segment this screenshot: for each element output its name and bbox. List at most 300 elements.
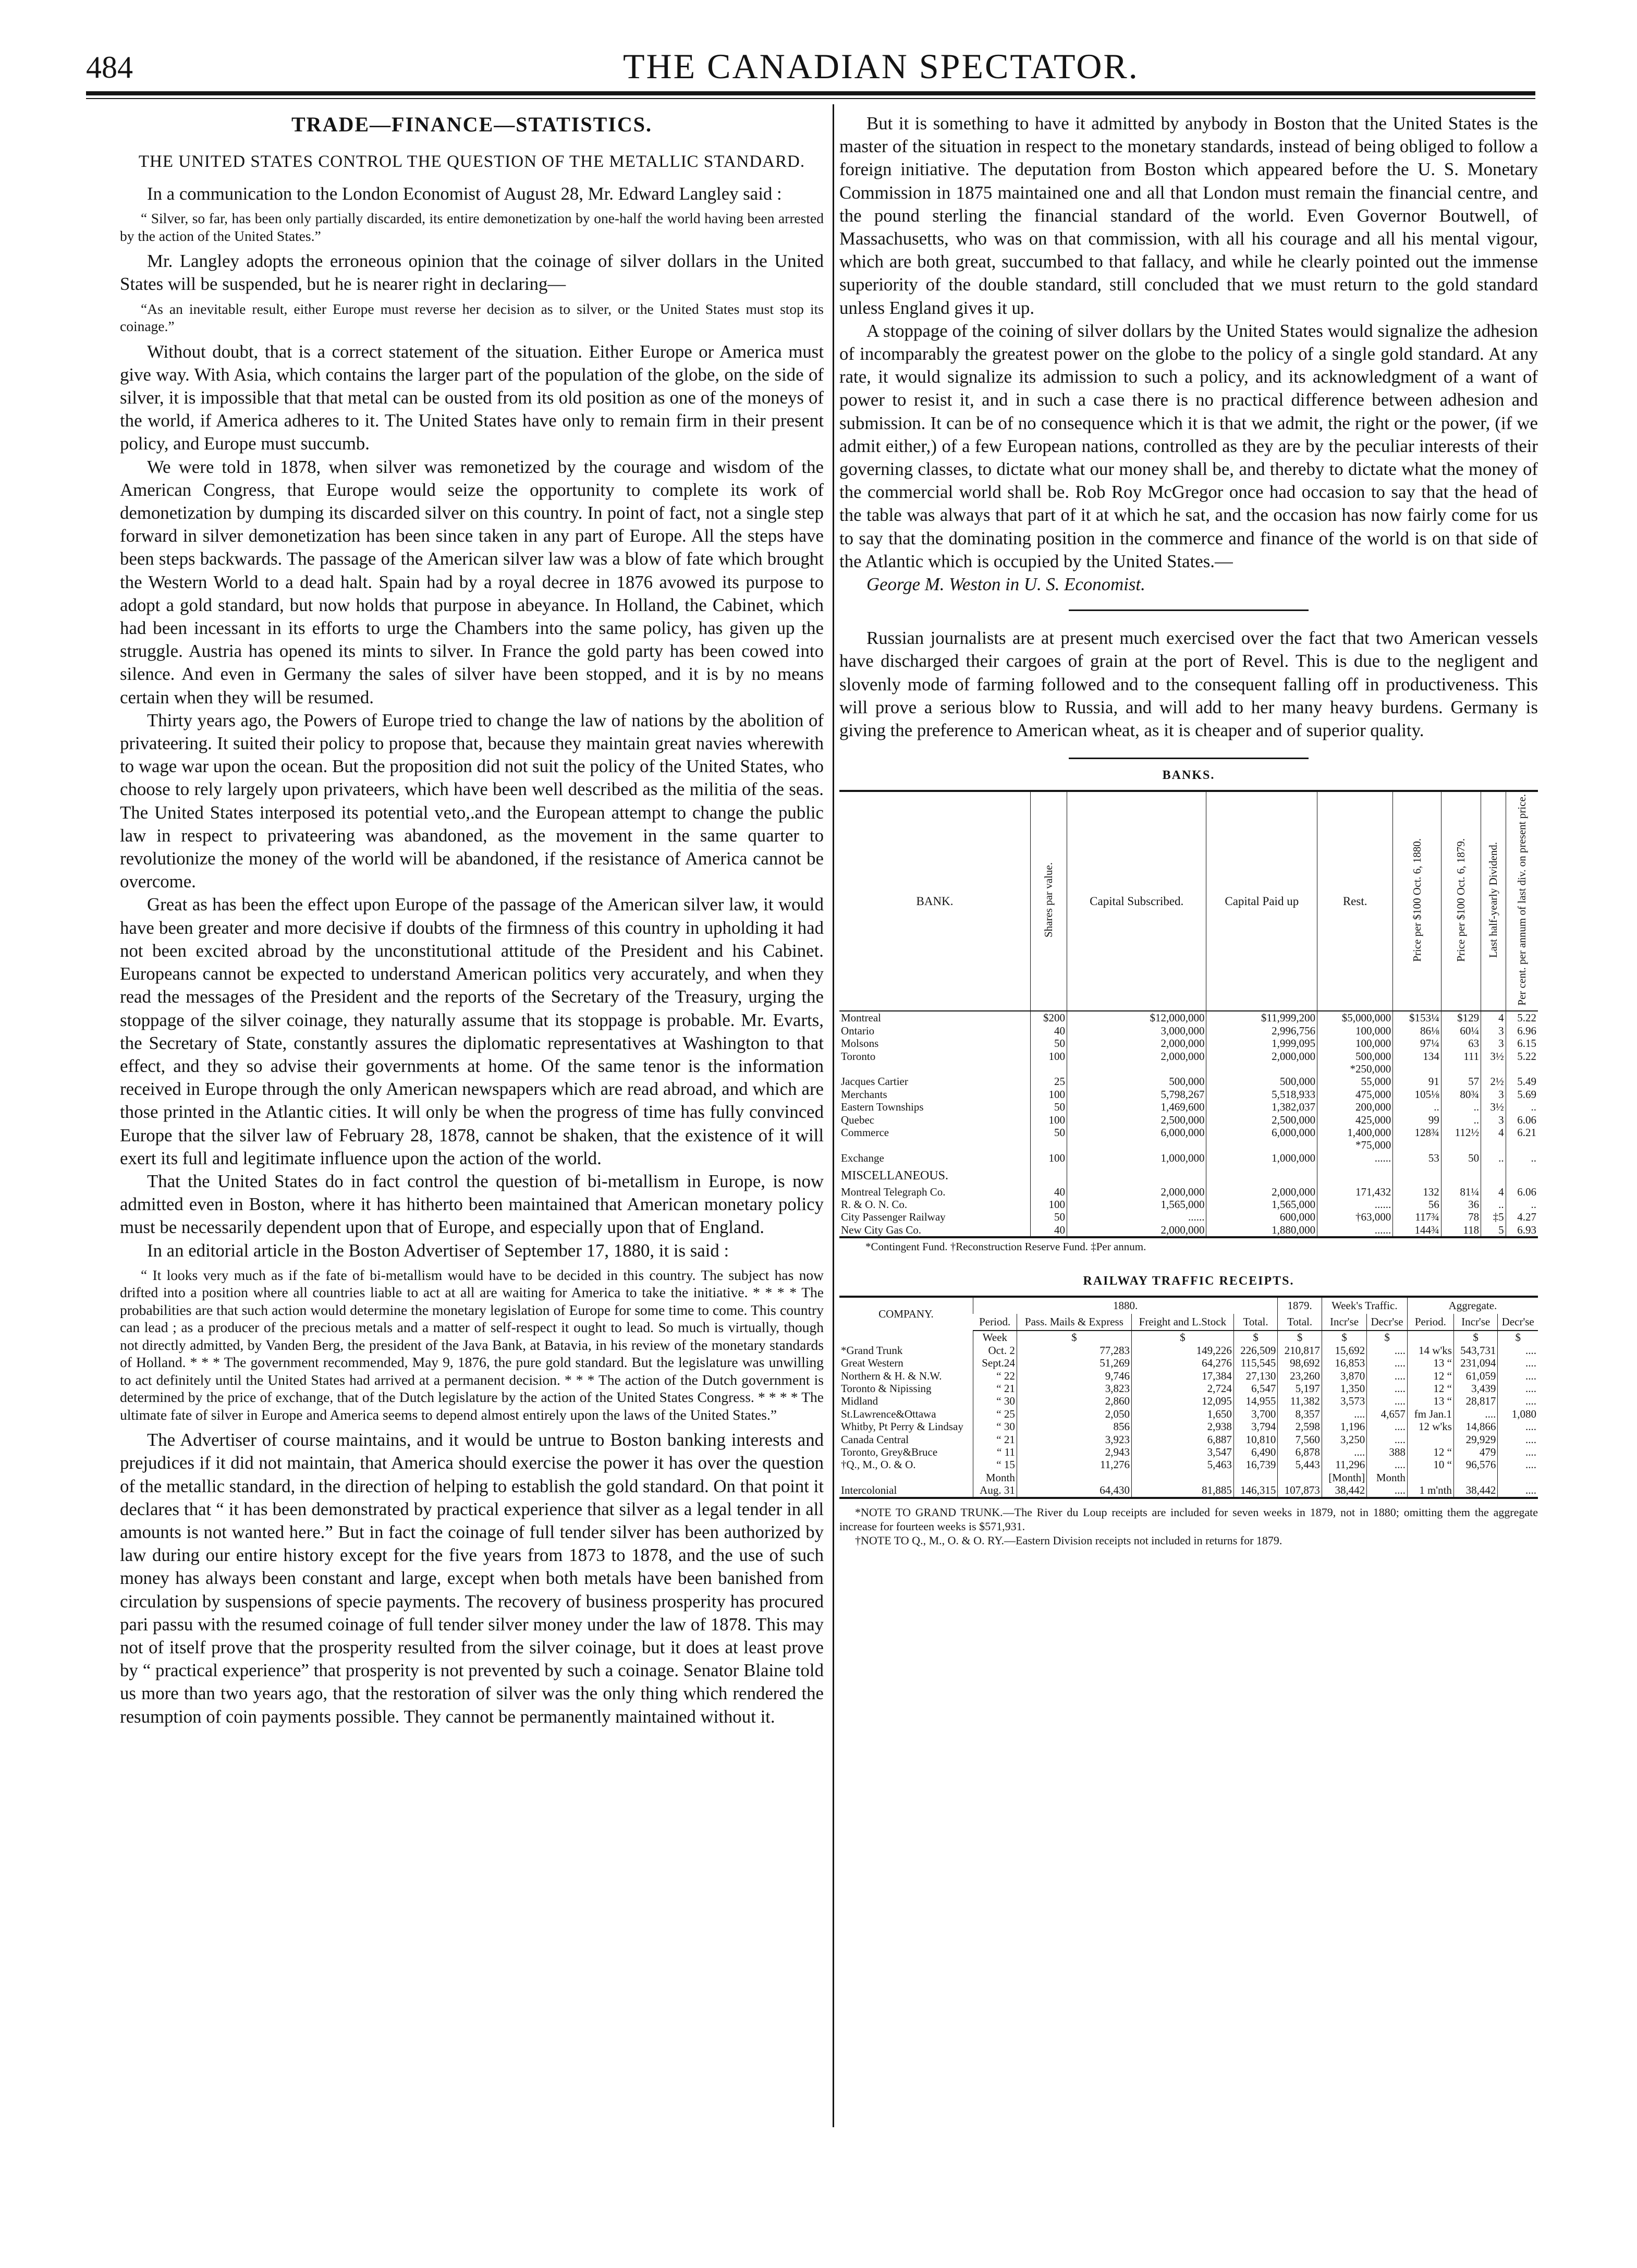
table-row [839,1063,1538,1075]
banks-table-body [839,1011,1538,1237]
table-cell: 171,432 [1317,1186,1393,1198]
table-cell: $5,000,000 [1317,1011,1393,1024]
paragraph: The Advertiser of course maintains, and it would be untrue to Boston banking interests and prejudices if it did not maintain, that America should exercise the power it has over the question of the metallic standard, in the direction of helping to establish the gold standard. On that point it declares that “ it has been demonstrated by practical experience that silver as a legal tender in all amounts is not wanted here.” But in fact the coinage of full tender silver has been authorized by law during our entire history except for the five years from 1873 to 1878, and the use of such money has always been constant and large, except when both metals have been banished from circulation by suspensions of specie payments. The recovery of business prosperity has procured pari passu with the resumed coinage of full tender silver money under the law of 1878. This may not of itself prove that the prosperity resulted from the silver coinage, but it does at least prove by “ practical experience” that prosperity is not prevented by such a coinage. Senator Blaine told us more than two years ago, that the restoration of silver was the only thing which rendered the resumption of coin payments possible. They cannot be permanently maintained without it. [120,1430,824,1727]
table-cell: 57 [1441,1075,1481,1088]
table-cell: 115,545 [1233,1357,1278,1369]
table-cell: Sept.24 [973,1357,1017,1369]
table-cell [1481,1164,1506,1185]
table-cell: 2,500,000 [1206,1114,1317,1126]
table-cell: 2,724 [1131,1382,1233,1395]
table-cell: 111 [1441,1050,1481,1063]
table-cell: *250,000 [1317,1063,1393,1075]
table-cell: 10,810 [1233,1433,1278,1446]
signature: George M. Weston in U. S. Economist. [866,574,1145,595]
table-row [839,1433,1538,1446]
table-cell: City Passenger Railway [841,1211,946,1224]
publication-title: THE CANADIAN SPECTATOR. [623,46,1139,86]
table-cell: $200 [1031,1011,1067,1024]
table-cell: 23,260 [1278,1370,1322,1382]
table-cell: 1,999,095 [1206,1037,1317,1050]
table-cell: 132 [1393,1186,1441,1198]
column-header: 1880. [973,1297,1278,1314]
table-row [839,1164,1538,1185]
table-cell: 5,463 [1131,1458,1233,1471]
table-cell [1031,1164,1067,1185]
table-cell: 500,000 [1206,1075,1317,1088]
table-cell: 77,283 [1017,1344,1131,1357]
table-row [839,1101,1538,1113]
table-cell: 388 [1367,1446,1408,1458]
table-cell: 50 [1441,1152,1481,1164]
table-cell: Molsons [841,1037,879,1050]
table-cell: 6.93 [1506,1224,1538,1237]
table-cell: 100 [1031,1114,1067,1126]
column-header: Period. [1407,1314,1453,1331]
table-cell: Canada Central [841,1433,909,1446]
table-cell: 98,692 [1278,1357,1322,1369]
table-cell: 13 “ [1407,1357,1453,1369]
table-cell: fm Jan.1 [1407,1408,1453,1420]
table-cell: 78 [1441,1211,1481,1223]
table-cell: †63,000 [1317,1211,1393,1223]
column-header: Per cent. per annum of last div. on present price. [1506,791,1538,1011]
table-row [839,1344,1538,1357]
table-cell: Montreal Telegraph Co. [841,1185,946,1198]
table-row [839,1025,1538,1037]
table-cell [1407,1331,1453,1344]
table-cell: 13 “ [1407,1395,1453,1407]
table-cell: Oct. 2 [973,1344,1017,1357]
table-cell: †Q., M., O. & O. [841,1458,916,1471]
table-cell: 149,226 [1131,1344,1233,1357]
table-cell: 1,080 [1498,1408,1538,1420]
column-header: Aggregate. [1407,1297,1538,1314]
table-cell: Exchange [841,1151,884,1164]
table-cell: 210,817 [1278,1344,1322,1357]
paragraph: But it is something to have it admitted by anybody in Boston that the United States is the master of the situation in respect to the monetary standards, instead of being obliged to follow a foreign initiative. The deputation from Boston which appeared before the U. S. Monetary Commission in 1875 maintained one and all that London must remain the financial centre, and the pound sterling the financial standard of the world. Even Governor Boutwell, of Massachusetts, who was on that commission, with all his courage and all his mental vigour, which are both great, succumbed to that fallacy, and while he clearly pointed out the immense superiority of the double standard, still concluded that we must return to the gold standard unless England gives it up. [839,113,1538,318]
table-cell: 100 [1031,1198,1067,1211]
table-cell: 4 [1481,1186,1506,1198]
table-row [839,1075,1538,1088]
table-cell: 500,000 [1317,1050,1393,1063]
table-cell [1481,1063,1506,1075]
table-cell: 100,000 [1317,1037,1393,1050]
table-cell: 25 [1031,1075,1067,1088]
table-cell: St.Lawrence&Ottawa [841,1407,936,1420]
column-divider [833,104,834,2127]
table-cell [1206,1063,1317,1075]
railway-table-body [839,1331,1538,1497]
table-cell: Jacques Cartier [841,1075,908,1088]
table-cell: $ [1367,1331,1408,1344]
table-cell: .... [1367,1433,1408,1446]
paragraph: A stoppage of the coining of silver dollars by the United States would signalize the adhesion of incomparably the greatest power on the globe to the policy of a single gold standard. At any rate, it would signalize its admission to such a policy, and its acknowledgment of a want of power to resist it, and in such a case there is no practical difference between adhesion and submission. It can be of no consequence which it is that we admit, the right or the power, (if we admit either,) of a few European nations, controlled as they are by the peculiar interests of their governing classes, to dictate what our money shall be, and thereby to dictate what the money of the commercial world shall be. Rob Roy McGregor once had occasion to say that the head of the table was always that part of it at which he sat, and the occasion has now fairly come for us to say that the dominating position in the commerce and finance of the world is on that side of the Atlantic which is occupied by the United States.— [839,320,1538,571]
column-header: Incr'se [1453,1314,1498,1331]
table-cell [1407,1471,1453,1484]
banks-table [839,790,1538,1238]
table-cell: 91 [1393,1075,1441,1088]
railway-notes [839,1505,1538,1547]
table-cell: 96,576 [1453,1458,1498,1471]
table-cell: .... [1322,1446,1366,1458]
table-cell: 6,887 [1131,1433,1233,1446]
table-cell: “ 25 [973,1408,1017,1420]
table-cell: 5.22 [1506,1011,1538,1024]
table-cell: 14,866 [1453,1420,1498,1433]
table-row [839,1224,1538,1237]
column-header: Pass. Mails & Express [1017,1314,1131,1331]
table-cell: 11,296 [1322,1458,1366,1471]
table-cell: “ 11 [973,1446,1017,1458]
table-cell [1506,1139,1538,1151]
table-cell: 100 [1031,1050,1067,1063]
table-cell: 4.27 [1506,1211,1538,1223]
column-header: COMPANY. [839,1297,973,1331]
table-cell: 16,739 [1233,1458,1278,1471]
table-cell: 118 [1441,1224,1481,1237]
table-cell: 64,276 [1131,1357,1233,1369]
section-heading: TRADE—FINANCE—STATISTICS. [291,113,652,136]
paragraph: Great as has been the effect upon Europe of the passage of the American silver law, it would have been greater and more decisive if doubts of the firmness of this country in upholding it had not been excited abroad by the unconstitutional attitude of the President and his Cabinet. Europeans cannot be expected to understand American politics very accurately, and when they read the messages of the President and the reports of the Secretary of the Treasury, urging the stoppage of the silver coinage, they naturally assume that its stoppage is probable. Mr. Evarts, the Secretary of State, constantly assures the diplomatic representatives at Washington to that effect, and they so advise their governments at home. Of the same tenor is the information received in Europe through the only American newspapers which are read abroad, and which are those printed in the Atlantic cities. It will only be when the progress of time has fully convinced Europe that the silver law of February 28, 1878, cannot be shaken, that the existence of it will exert its full and legitimate influence upon the action of the world. [120,894,824,1168]
table-cell: Aug. 31 [973,1484,1017,1497]
column-header: Incr'se [1322,1314,1366,1331]
table-cell: 128¾ [1393,1126,1441,1139]
table-cell: $ [1233,1331,1278,1344]
table-row [839,1408,1538,1420]
table-cell: 3,250 [1322,1433,1366,1446]
table-cell: 146,315 [1233,1484,1278,1497]
table-cell [1233,1471,1278,1484]
table-cell: 12,095 [1131,1395,1233,1407]
table-cell: 856 [1017,1420,1131,1433]
table-cell: 1,469,600 [1067,1101,1206,1113]
table-cell: 12 “ [1407,1446,1453,1458]
table-row [839,1114,1538,1126]
table-cell: $ [1017,1331,1131,1344]
table-cell: .... [1498,1458,1538,1471]
table-cell [839,1063,1031,1075]
table-cell: 50 [1031,1037,1067,1050]
table-cell [1067,1139,1206,1151]
table-cell: 36 [1441,1198,1481,1211]
table-cell: 2,598 [1278,1420,1322,1433]
table-cell: Month [973,1471,1017,1484]
table-cell: $ [1322,1331,1366,1344]
table-cell: 1,196 [1322,1420,1366,1433]
header-rule [86,91,1535,95]
railway-note: *NOTE TO GRAND TRUNK.—The River du Loup receipts are included for seven weeks in 1879, not in 1880; omitting them the aggregate increase for fourteen weeks is $571,931. [839,1505,1538,1533]
right-column [839,112,1538,1547]
table-cell: 2,000,000 [1067,1224,1206,1237]
table-cell: “ 30 [973,1420,1017,1433]
table-cell: *75,000 [1317,1139,1393,1151]
table-cell: 3 [1481,1088,1506,1101]
table-cell: .. [1506,1101,1538,1113]
page-number: 484 [86,50,133,84]
table-cell: 1,565,000 [1067,1198,1206,1211]
table-cell: 105⅛ [1393,1088,1441,1101]
table-cell: 2,000,000 [1206,1050,1317,1063]
paragraph: In an editorial article in the Boston Advertiser of September 17, 1880, it is said : [147,1240,729,1261]
table-cell: 5,443 [1278,1458,1322,1471]
divider [1069,758,1309,759]
table-cell [1017,1471,1131,1484]
table-cell: 29,929 [1453,1433,1498,1446]
table-cell: 7,560 [1278,1433,1322,1446]
table-cell: 100,000 [1317,1025,1393,1037]
column-header: Total. [1233,1314,1278,1331]
table-cell: 2,943 [1017,1446,1131,1458]
table-cell: 51,269 [1017,1357,1131,1369]
table-cell: 3,573 [1322,1395,1366,1407]
table-cell: 144¾ [1393,1224,1441,1237]
table-cell [1206,1139,1317,1151]
table-cell: $12,000,000 [1067,1011,1206,1024]
table-cell: 6.96 [1506,1025,1538,1037]
table-cell: 81¼ [1441,1186,1481,1198]
table-cell: 5.22 [1506,1050,1538,1063]
table-cell: 28,817 [1453,1395,1498,1407]
table-cell: 80¾ [1441,1088,1481,1101]
table-cell: .. [1506,1152,1538,1164]
table-cell: ...... [1317,1198,1393,1211]
table-cell [1067,1063,1206,1075]
table-row [839,1198,1538,1211]
table-cell: 2,500,000 [1067,1114,1206,1126]
column-header: Total. [1278,1314,1322,1331]
table-row [839,1458,1538,1471]
column-header: Decr'se [1498,1314,1538,1331]
table-cell: 11,276 [1017,1458,1131,1471]
column-header: Last half-yearly Dividend. [1481,791,1506,1011]
table-row [839,1331,1538,1344]
table-cell: .... [1367,1484,1408,1497]
table-cell: 60¼ [1441,1025,1481,1037]
paragraph: That the United States do in fact control the question of bi-metallism in Europe, is now admitted even in Boston, where it has hitherto been maintained that American monetary policy must be necessarily dependent upon that of Europe, and especially upon that of England. [120,1170,824,1238]
table-cell: 38,442 [1453,1484,1498,1497]
table-cell [1206,1164,1317,1185]
column-header: Week's Traffic. [1322,1297,1407,1314]
column-header: Price per $100 Oct. 6, 1879. [1441,791,1481,1011]
table-cell: 3,794 [1233,1420,1278,1433]
table-cell [1393,1063,1441,1075]
table-cell: .... [1367,1458,1408,1471]
table-cell: .. [1506,1198,1538,1211]
banks-table-title: BANKS. [1162,769,1215,783]
table-row [839,1186,1538,1198]
table-cell: 231,094 [1453,1357,1498,1369]
table-cell: Whitby, Pt Perry & Lindsay [841,1420,963,1433]
table-cell: 107,873 [1278,1484,1322,1497]
table-cell: .... [1367,1420,1408,1433]
table-cell [839,1471,973,1484]
table-cell: 9,746 [1017,1370,1131,1382]
table-cell: .... [1367,1357,1408,1369]
table-cell: 134 [1393,1050,1441,1063]
table-cell: 27,130 [1233,1370,1278,1382]
misc-label: MISCELLANEOUS. [841,1169,949,1183]
table-cell: 200,000 [1317,1101,1393,1113]
table-cell: 6,878 [1278,1446,1322,1458]
table-cell: 61,059 [1453,1370,1498,1382]
table-cell: $ [1498,1331,1538,1344]
column-header: Shares par value. [1031,791,1067,1011]
table-cell: Commerce [841,1126,889,1139]
table-cell: “ 15 [973,1458,1017,1471]
table-cell: Eastern Townships [841,1101,924,1114]
table-cell [1317,1164,1393,1185]
article-title: THE UNITED STATES CONTROL THE QUESTION OF THE METALLIC STANDARD. [138,152,805,171]
table-cell: 99 [1393,1114,1441,1126]
table-cell [1498,1471,1538,1484]
table-cell: 53 [1393,1152,1441,1164]
table-cell: 3,700 [1233,1408,1278,1420]
block-quote: “ It looks very much as if the fate of bi-metallism would have to be decided in this country. The subject has now drifted into a position where all countries liable to act at all are waiting for America to take the initiative. * * * * The probabilities are that such action would determine the monetary legislation of Europe for some time to come. This country can lead ; as a producer of the precious metals and a matter of self-respect it ought to lead. So much is virtually, though not directly admitted, by Vanden Berg, the president of the Java Bank, at Batavia, in his review of the monetary standards of Holland. * * * The government recommended, May 9, 1876, the pure gold standard. But the legislature was unwilling to act definitely until the United States had arrived at a permanent decision. * * * The action of the Dutch government is determined by the price of exchange, that of the Dutch legislature by the action of the United States Congress. * * * * The ultimate fate of silver in Europe and America seems to depend almost entirely upon the laws of the United States.” [120,1266,824,1423]
table-cell [1131,1471,1233,1484]
table-cell: .... [1367,1344,1408,1357]
table-cell: “ 22 [973,1370,1017,1382]
header-rule-thin [86,98,1535,99]
column-header: Capital Subscribed. [1067,791,1206,1011]
table-cell: $129 [1441,1011,1481,1024]
table-cell: ...... [1317,1224,1393,1237]
block-quote: “As an inevitable result, either Europe must reverse her decision as to silver, or the United States must stop its coinage.” [120,300,824,335]
table-cell: $153¼ [1393,1011,1441,1024]
table-cell: 1,000,000 [1067,1152,1206,1164]
block-quote: “ Silver, so far, has been only partially discarded, its entire demonetization by one-half the world having been arrested by the action of the United States.” [120,210,824,244]
table-cell: .... [1498,1420,1538,1433]
table-cell: 50 [1031,1126,1067,1139]
table-row [839,1382,1538,1395]
table-cell: 86⅛ [1393,1025,1441,1037]
railway-note: †NOTE TO Q., M., O. & O. RY.—Eastern Division receipts not included in returns for 1879. [855,1533,1282,1547]
paragraph: Mr. Langley adopts the erroneous opinion that the coinage of silver dollars in the United States will be suspended, but he is nearer right in declaring— [120,251,824,295]
divider [1069,609,1309,611]
table-cell: 3,923 [1017,1433,1131,1446]
table-row [839,1211,1538,1223]
table-cell: 1,000,000 [1206,1152,1317,1164]
table-cell [1481,1139,1506,1151]
table-cell: 1 m'nth [1407,1484,1453,1497]
table-cell: Toronto & Nipissing [841,1382,932,1395]
table-cell [839,1331,973,1344]
table-cell: 50 [1031,1211,1067,1223]
table-cell: 475,000 [1317,1088,1393,1101]
table-cell: 3 [1481,1025,1506,1037]
table-cell: 6,000,000 [1067,1126,1206,1139]
banks-footnote: *Contingent Fund. †Reconstruction Reserve Fund. ‡Per annum. [865,1240,1146,1253]
table-cell [1031,1063,1067,1075]
table-cell: Week [973,1331,1017,1344]
table-cell: Midland [841,1395,878,1408]
table-cell: .... [1498,1446,1538,1458]
table-cell: 3,823 [1017,1382,1131,1395]
table-cell: “ 30 [973,1395,1017,1407]
table-cell: 6.21 [1506,1126,1538,1139]
table-cell: 56 [1393,1198,1441,1211]
table-cell: Quebec [841,1113,875,1126]
table-cell: Montreal [841,1011,881,1025]
paragraph: Russian journalists are at present much exercised over the fact that two American vessels have discharged their cargoes of grain at the port of Revel. This is due to the negligent and slovenly mode of farming followed and to the consequent falling off in productiveness. This will prove a serious blow to Russia, and will add to her many heavy burdens. Germany is giving the preference to American wheat, as it is cheaper and of superior quality. [839,628,1538,741]
table-cell: 3,547 [1131,1446,1233,1458]
table-cell: .... [1498,1344,1538,1357]
column-header: Period. [973,1314,1017,1331]
column-header: 1879. [1278,1297,1322,1314]
column-header: Freight and L.Stock [1131,1314,1233,1331]
table-cell: 2,996,756 [1206,1025,1317,1037]
table-cell: .. [1441,1114,1481,1126]
table-cell: $ [1131,1331,1233,1344]
table-cell: Month [1367,1471,1408,1484]
table-cell: 6.06 [1506,1186,1538,1198]
table-cell: 40 [1031,1025,1067,1037]
table-row [839,1152,1538,1164]
table-cell: 1,565,000 [1206,1198,1317,1211]
table-cell: .... [1498,1433,1538,1446]
table-cell: 1,880,000 [1206,1224,1317,1237]
table-row [839,1471,1538,1484]
table-cell: 3,439 [1453,1382,1498,1395]
table-cell: .. [1481,1152,1506,1164]
table-row [839,1357,1538,1369]
table-cell: 11,382 [1278,1395,1322,1407]
table-cell: 5,798,267 [1067,1088,1206,1101]
table-cell: 4,657 [1367,1408,1408,1420]
table-row [839,1139,1538,1151]
table-cell: 40 [1031,1224,1067,1237]
table-cell: 2,000,000 [1067,1186,1206,1198]
column-header: BANK. [839,791,1031,1011]
table-cell: .... [1367,1395,1408,1407]
table-cell [1506,1063,1538,1075]
table-cell: 50 [1031,1101,1067,1113]
table-row [839,1395,1538,1407]
table-cell: Great Western [841,1357,903,1370]
table-row [839,1088,1538,1101]
table-cell: 1,382,037 [1206,1101,1317,1113]
table-row [839,1037,1538,1050]
table-cell: 2,860 [1017,1395,1131,1407]
table-cell: 2,000,000 [1206,1186,1317,1198]
table-cell [1506,1164,1538,1185]
table-cell: 117¾ [1393,1211,1441,1223]
table-cell: 1,650 [1131,1408,1233,1420]
table-cell: 15,692 [1322,1344,1366,1357]
table-row [839,1484,1538,1497]
table-cell [1407,1433,1453,1446]
table-cell: .... [1367,1382,1408,1395]
table-cell [1067,1164,1206,1185]
table-row [839,1446,1538,1458]
table-cell: 10 “ [1407,1458,1453,1471]
table-cell: Northern & H. & N.W. [841,1369,942,1382]
table-cell: .... [1367,1370,1408,1382]
table-cell: ...... [1067,1211,1206,1223]
table-cell: 543,731 [1453,1344,1498,1357]
table-cell: 3,000,000 [1067,1025,1206,1037]
table-cell: 3,870 [1322,1370,1366,1382]
table-cell: 5.69 [1506,1088,1538,1101]
table-cell: Toronto, Grey&Bruce [841,1445,938,1458]
table-cell: “ 21 [973,1433,1017,1446]
table-cell: 2,938 [1131,1420,1233,1433]
paragraph: In a communication to the London Economist of August 28, Mr. Edward Langley said : [147,184,782,204]
table-cell: 3½ [1481,1050,1506,1063]
table-cell: 3½ [1481,1101,1506,1113]
table-cell: $ [1278,1331,1322,1344]
table-cell: 2½ [1481,1075,1506,1088]
column-header: Rest. [1317,791,1393,1011]
